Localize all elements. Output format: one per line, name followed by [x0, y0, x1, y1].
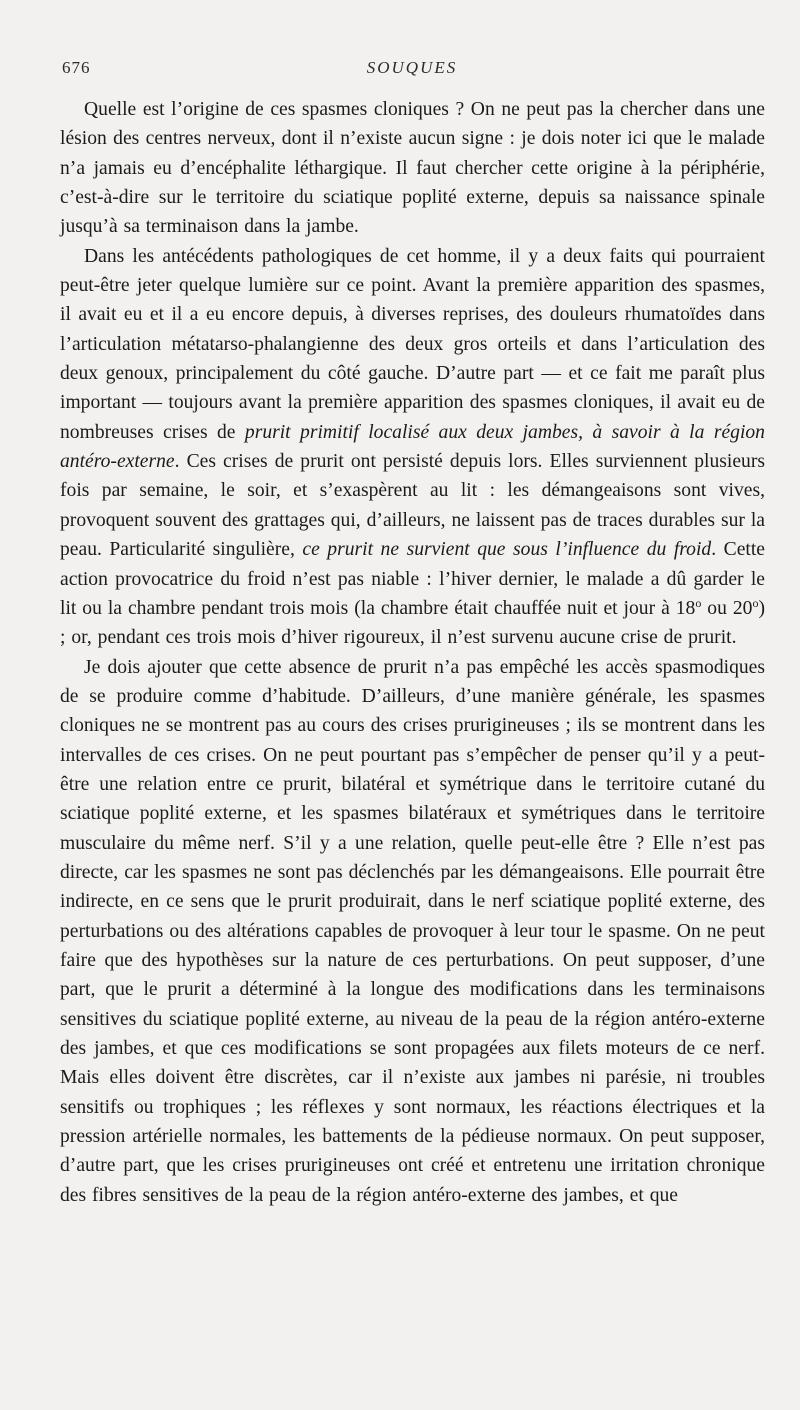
paragraph-2-text-b: . Ces crises de prurit ont persisté depuis lors. Elles surviennent plusieurs fois par semaine, le soir, et s’exaspèrent au lit : les démangeaisons sont vives, provoquent souvent des grattages qui, d’ailleurs, ne laissent pas de traces durables sur la peau. Particularité singulière,	[60, 451, 765, 561]
paragraph-2-text-a: Dans les antécédents pathologiques de cet homme, il y a deux faits qui pourraient peut-être jeter quelque lumière sur ce point. Avant la première apparition des spasmes, il avait eu et il a eu encore depuis, à diverses reprises, des douleurs rhumatoïdes dans l’articulation métatarso-phalangienne des deux gros orteils et dans l’articulation des deux genoux, principalement du côté gauche. D’autre part — et ce fait me paraît plus important — toujours avant la première apparition des spasmes cloniques, il avait eu de nombreuses crises de	[60, 245, 765, 443]
page-number: 676	[62, 58, 91, 77]
running-head: SOUQUES	[366, 58, 458, 77]
degree-mark-1: o	[695, 595, 702, 610]
paragraph-3: Je dois ajouter que cette absence de prurit n’a pas empêché les accès spasmodiques de se produire comme d’habitude. D’ailleurs, d’une manière générale, les spasmes cloniques ne se montrent pas au cours des crises prurigineuses ; ils se montrent dans les intervalles de ces crises. On ne peut pourtant pas s’empêcher de penser qu’il y a peut-être une relation entre ce prurit, bilatéral et symétrique dans le territoire cutané du sciatique poplité externe, et les spasmes bilatéraux et symétriques dans le territoire musculaire du même nerf. S’il y a une relation, quelle peut-elle être ? Elle n’est pas directe, car les spasmes ne sont pas déclenchés par les démangeaisons. Elle pourrait être indirecte, en ce sens que le prurit produirait, dans le nerf sciatique poplité externe, des perturbations ou des altérations capables de provoquer à leur tour le spasme. On ne peut faire que des hypothèses sur la nature de ces perturbations. On peut supposer, d’une part, que le prurit a déterminé à la longue des modifications dans les terminaisons sensitives du sciatique poplité externe, au niveau de la peau de la région antéro-externe des jambes, et que ces modifications se sont propagées aux filets moteurs de ce nerf. Mais elles doivent être discrètes, car il n’existe aux jambes ni parésie, ni troubles sensitifs ou trophiques ; les réflexes y sont normaux, les réactions électriques et la pression artérielle normales, les battements de la pédieuse normaux. On peut supposer, d’autre part, que les crises prurigineuses ont créé et entretenu une irritation chronique des fibres sensitives de la peau de la région antéro-externe des jambes, et que	[60, 656, 765, 1206]
paragraph-2-text-c: . Cette action provocatrice du froid n’est pas niable : l’hiver dernier, le malade a dû garder le lit ou la chambre pendant trois mois (la chambre était chauffée nuit et jour à 18	[60, 539, 765, 619]
paragraph-2-text-e: ) ; or, pendant ces trois mois d’hiver rigoureux, il n’est survenu aucune crise de prurit.	[60, 597, 765, 649]
paragraph-2-italic-a: prurit primitif localisé aux deux jambes, à savoir à la région antéro-externe	[60, 421, 765, 473]
paragraph-1: Quelle est l’origine de ces spasmes cloniques ? On ne peut pas la chercher dans une lésion des centres nerveux, dont il n’existe aucun signe : je dois noter ici que le malade n’a jamais eu d’encéphalite léthargique. Il faut chercher cette origine à la périphérie, c’est-à-dire sur le territoire du sciatique poplité externe, depuis sa naissance spinale jusqu’à sa terminaison dans la jambe.	[60, 99, 765, 238]
paragraph-2	[60, 242, 765, 653]
body-text	[60, 95, 765, 1210]
degree-mark-2: o	[752, 595, 759, 610]
paragraph-2-italic-b: ce prurit ne survient que sous l’influence du froid	[302, 539, 712, 561]
paragraph-2-text-d: ou 20	[701, 597, 753, 619]
